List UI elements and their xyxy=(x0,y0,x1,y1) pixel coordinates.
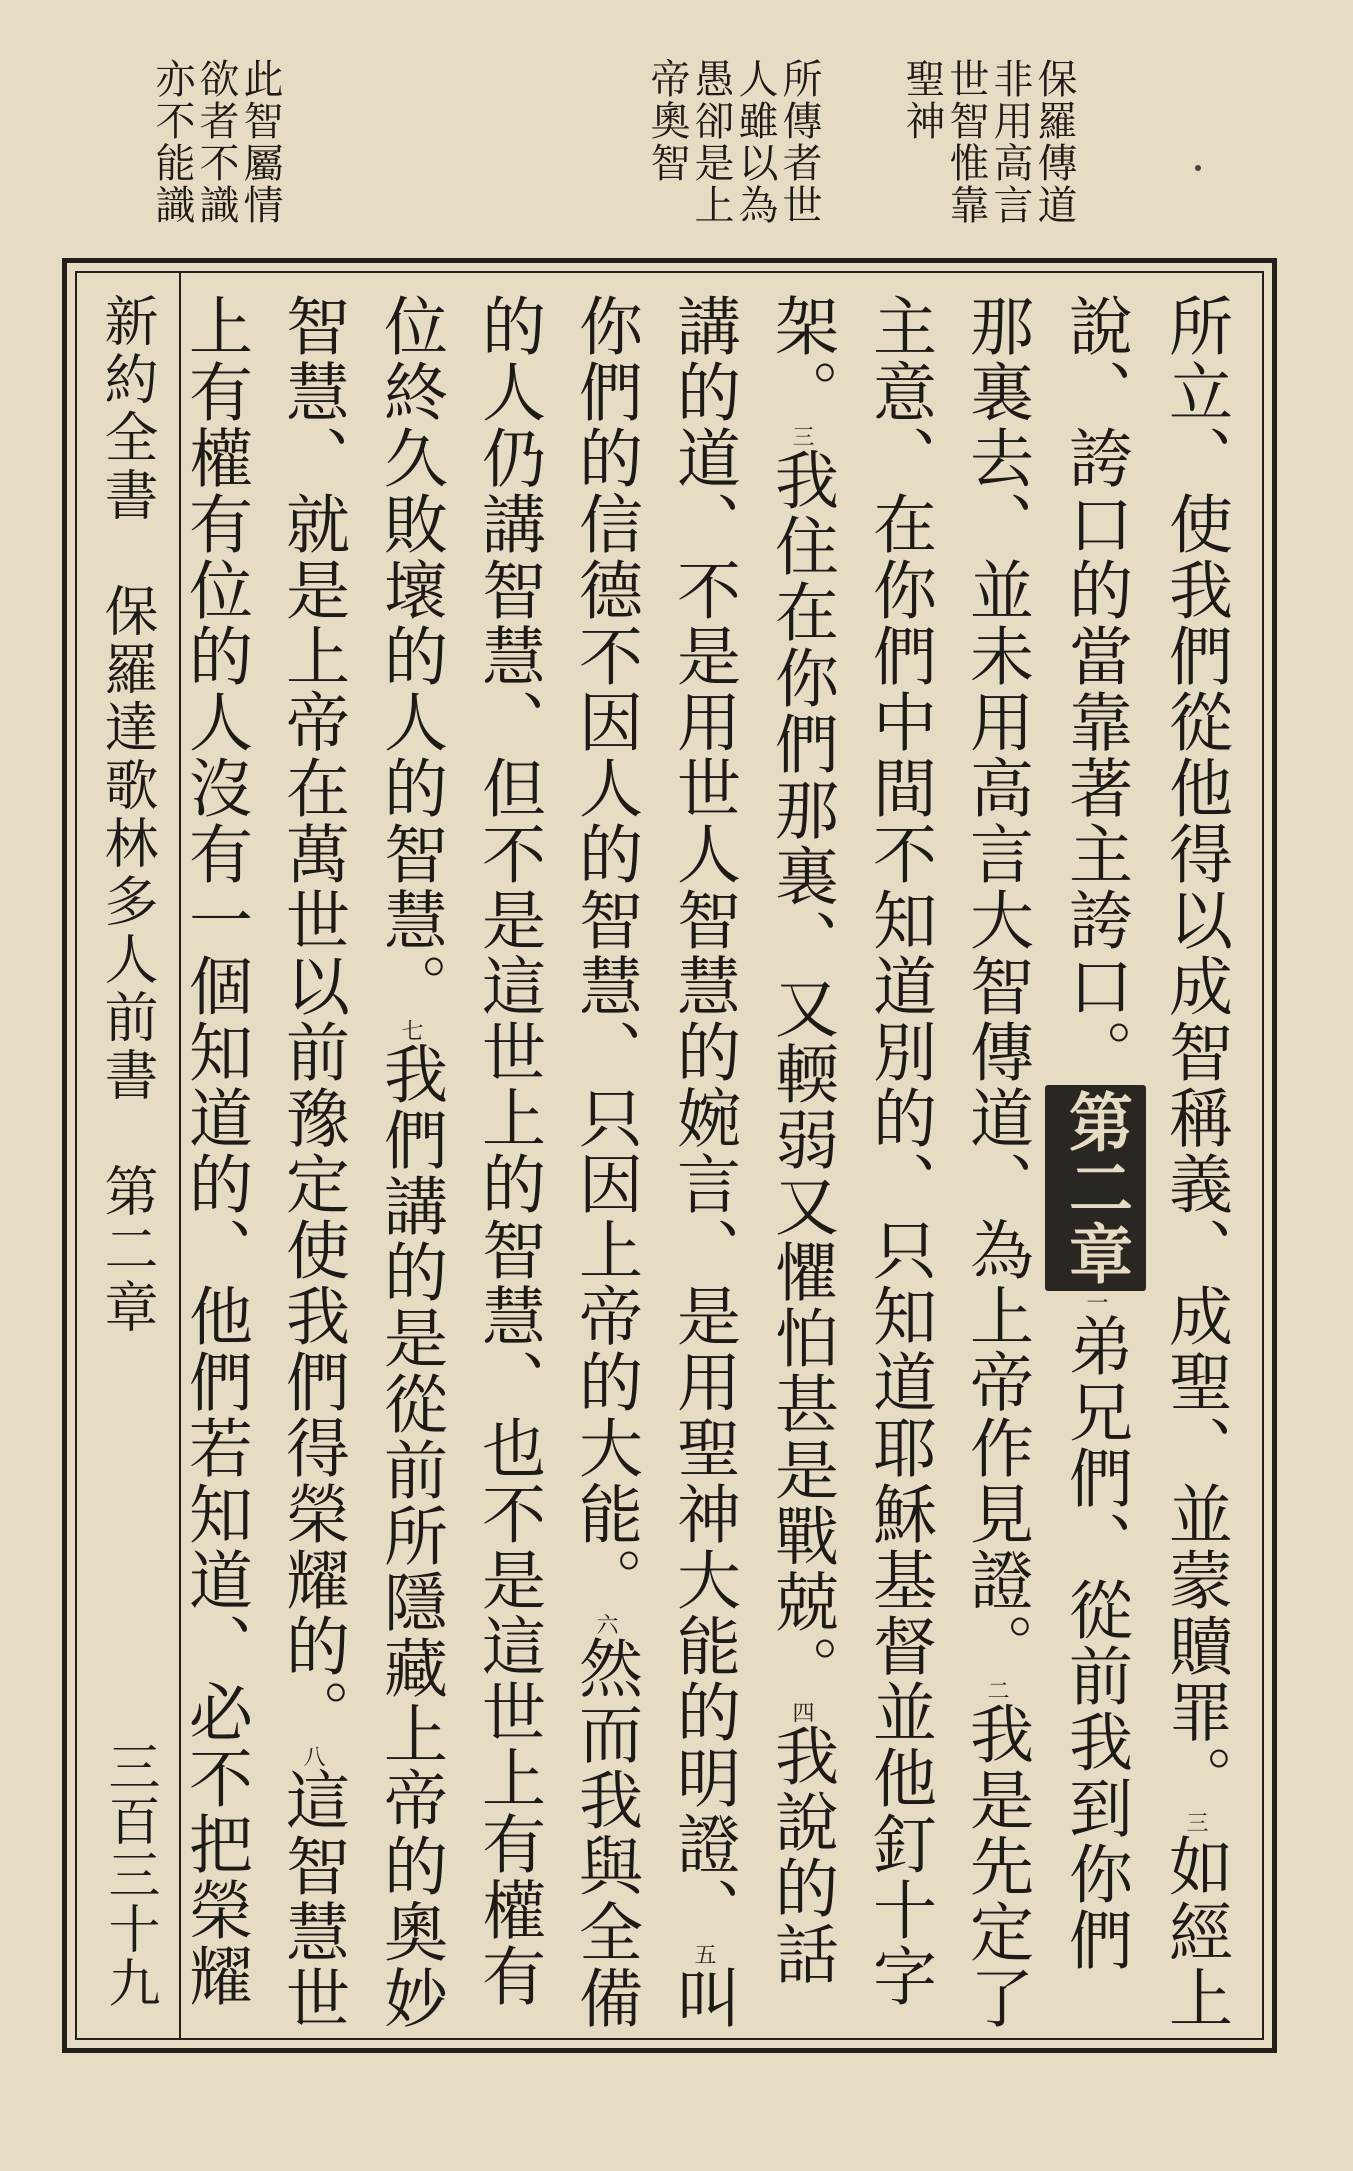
header-note-3: 此智屬情欲者不識亦不能識 xyxy=(149,58,283,226)
text-frame-inner xyxy=(75,271,1264,2040)
text-frame xyxy=(62,258,1277,2053)
verse-number: 六 xyxy=(593,1613,618,1635)
page-number: 三百三十九 xyxy=(99,1740,159,2010)
chapter-label: 第二章 xyxy=(1045,1085,1146,1291)
verse-text: 弟兄們、從前我到你們那裏去、並未用高言大智傳道、為上帝作見證。 xyxy=(959,293,1132,1973)
verse-text: 我是先定了主意、在你們中間不知道別的、只知道耶穌基督並他釘十字架。 xyxy=(764,293,1033,2031)
verse-number: 三 xyxy=(1183,1811,1208,1833)
running-title: 新約全書 保羅達歌林多人前書 第二章 xyxy=(96,293,159,1337)
running-header xyxy=(77,273,179,2038)
verse-text: 我們講的是從前所隱藏上帝的奧妙智慧、就是上帝在萬世以前豫定使我們得榮耀的。 xyxy=(275,293,447,2031)
verse-text: 叫你們的信德不因人的智慧、只因上帝的大能。 xyxy=(568,293,740,2031)
verse-number: 八 xyxy=(300,1745,325,1767)
verse-number: 三 xyxy=(789,425,814,447)
ink-dot xyxy=(1195,165,1201,171)
header-note-2: 所傳者世人雖以為愚卻是上帝奧智 xyxy=(644,58,822,226)
verse-text: 如經上說、誇口的當靠著主誇口。 xyxy=(1058,293,1232,2031)
verse-number: 五 xyxy=(691,1943,716,1965)
header-note-1: 保羅傳道非用高言世智惟靠聖神 xyxy=(899,58,1077,226)
verse-text: 我說的話講的道、不是用世人智慧的婉言、是用聖神大能的明證、 xyxy=(666,293,838,1987)
verse-text: 所立、使我們從他得以成智稱義、成聖、並蒙贖罪。 xyxy=(1158,293,1232,1811)
verse-number: 七 xyxy=(398,1019,423,1041)
scripture-body xyxy=(169,293,1244,2033)
verse-number: 二 xyxy=(984,1679,1009,1701)
verse-text: 這智慧世上有權有位的人沒有一個知道的、他們若知道、必不把榮耀 xyxy=(178,293,349,2031)
verse-number: 四 xyxy=(789,1701,814,1723)
verse-text: 然而我與全備的人仍講智慧、但不是這世上的智慧、也不是這世上有權有位終久敗壞的人的智慧。 xyxy=(373,293,642,2031)
verse-number: 一 xyxy=(1083,1291,1108,1313)
header-notes xyxy=(130,58,1090,258)
verse-text: 我住在你們那裏、又輭弱又懼怕甚是戰兢。 xyxy=(764,447,838,1701)
